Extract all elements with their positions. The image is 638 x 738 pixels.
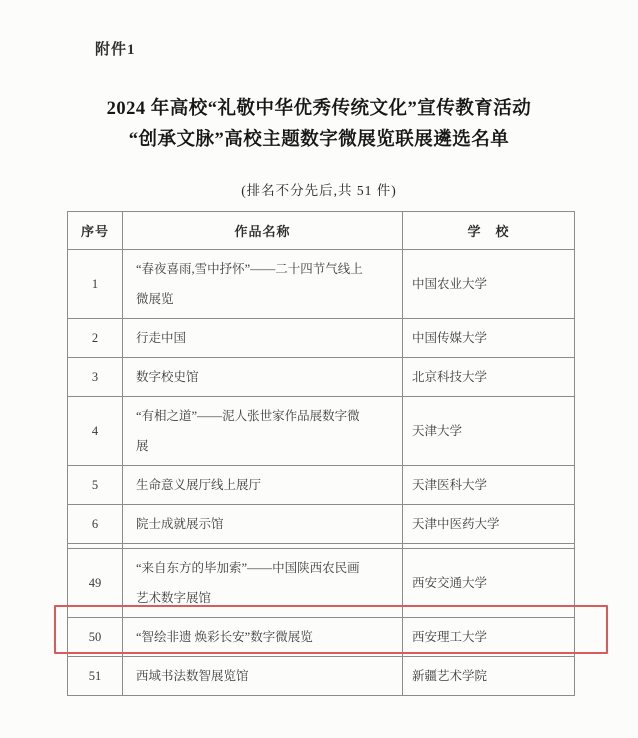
header-col-no: 序号	[68, 212, 123, 250]
cell-school: 西安理工大学	[403, 618, 575, 657]
document-title-line1: 2024 年高校“礼敬中华优秀传统文化”宣传教育活动	[106, 99, 532, 119]
cell-number: 2	[68, 319, 123, 358]
cell-school: 中国传媒大学	[403, 319, 575, 358]
table-row	[68, 505, 575, 544]
cell-work-title: 行走中国	[123, 319, 403, 358]
cell-number: 49	[68, 549, 123, 618]
table-row-highlighted	[68, 618, 575, 657]
table-header	[68, 212, 575, 250]
table-row	[68, 397, 575, 466]
cell-work-title: “来自东方的毕加索”——中国陕西农民画艺术数字展馆	[123, 549, 403, 618]
cell-school: 中国农业大学	[403, 250, 575, 319]
table-row	[68, 549, 575, 618]
cell-number: 5	[68, 466, 123, 505]
table-row	[68, 358, 575, 397]
document-subtitle: (排名不分先后,共 51 件)	[241, 183, 397, 198]
table-row	[68, 657, 575, 696]
cell-school: 西安交通大学	[403, 549, 575, 618]
cell-number: 6	[68, 505, 123, 544]
cell-work-title: “智绘非遗 焕彩长安”数字微展览	[123, 618, 403, 657]
cell-work-title: 院士成就展示馆	[123, 505, 403, 544]
cell-work-title: 生命意义展厅线上展厅	[123, 466, 403, 505]
table-row	[68, 319, 575, 358]
table-header-row	[68, 212, 575, 250]
header-col-title: 作品名称	[123, 212, 403, 250]
cell-work-title: “有相之道”——泥人张世家作品展数字微展	[123, 397, 403, 466]
cell-number: 1	[68, 250, 123, 319]
cell-work-title: “春夜喜雨,雪中抒怀”——二十四节气线上微展览	[123, 250, 403, 319]
document-title	[0, 94, 638, 156]
table-row	[68, 466, 575, 505]
cell-work-title: 数字校史馆	[123, 358, 403, 397]
cell-number: 51	[68, 657, 123, 696]
cell-school: 天津大学	[403, 397, 575, 466]
cell-number: 3	[68, 358, 123, 397]
cell-number: 4	[68, 397, 123, 466]
table-body	[68, 250, 575, 696]
attachment-label: 附件1	[95, 42, 136, 58]
cell-number: 50	[68, 618, 123, 657]
document-title-line2: “创承文脉”高校主题数字微展览联展遴选名单	[128, 130, 510, 150]
header-col-school: 学 校	[403, 212, 575, 250]
cell-school: 新疆艺术学院	[403, 657, 575, 696]
cell-work-title: 西域书法数智展览馆	[123, 657, 403, 696]
cell-school: 天津中医药大学	[403, 505, 575, 544]
selection-table	[67, 211, 575, 696]
cell-school: 天津医科大学	[403, 466, 575, 505]
table-row	[68, 250, 575, 319]
cell-school: 北京科技大学	[403, 358, 575, 397]
